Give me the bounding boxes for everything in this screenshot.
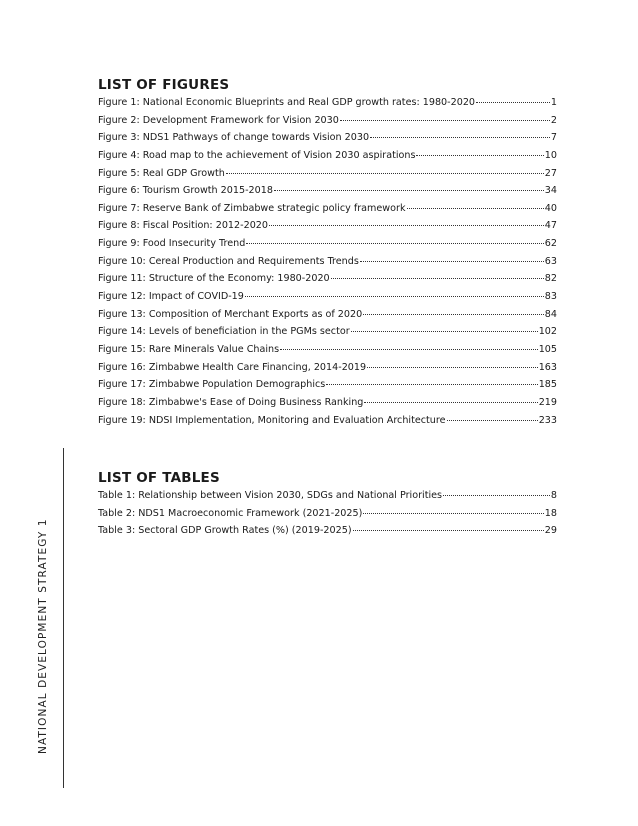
figure-toc-entry[interactable] [98,256,557,274]
toc-page-number[interactable]: 163 [538,361,557,373]
toc-page-number[interactable]: 29 [544,525,557,537]
toc-page-number[interactable]: 82 [544,273,557,285]
dot-leader [326,384,537,385]
toc-entry-label[interactable]: Figure 8: Fiscal Position: 2012-2020 [98,220,269,232]
figure-toc-entry[interactable] [98,238,557,256]
dot-leader [363,513,543,514]
figure-toc-entry[interactable] [98,344,557,362]
toc-page-number[interactable]: 102 [538,326,557,338]
dot-leader [246,243,543,244]
toc-entry-label[interactable]: Figure 6: Tourism Growth 2015-2018 [98,185,273,197]
table-toc-entry[interactable] [98,508,557,526]
dot-leader [443,495,550,496]
toc-entry-label[interactable]: Figure 19: NDSI Implementation, Monitoring and Evaluation Architecture [98,414,446,426]
toc-entry-label[interactable]: Figure 1: National Economic Blueprints and Real GDP growth rates: 1980-2020 [98,97,476,108]
toc-page-number[interactable]: 27 [544,167,557,179]
toc-entry-label[interactable]: Table 2: NDS1 Macroeconomic Framework (2021-2025) [98,507,363,519]
toc-entry-label[interactable]: Figure 15: Rare Minerals Value Chains [98,343,280,355]
toc-entry-label[interactable]: Figure 14: Levels of beneficiation in the PGMs sector [98,326,350,338]
list-of-figures-heading: LIST OF FIGURES [98,77,230,93]
dot-leader [360,261,544,262]
figure-toc-entry[interactable] [98,115,557,133]
toc-entry-label[interactable]: Figure 12: Impact of COVID-19 [98,291,244,303]
toc-entry-label[interactable]: Figure 7: Reserve Bank of Zimbabwe strategic policy framework [98,202,406,214]
toc-page-number[interactable]: 62 [544,238,557,250]
figure-toc-entry[interactable] [98,309,557,327]
dot-leader [351,331,538,332]
dot-leader [353,530,544,531]
figure-toc-entry[interactable] [98,397,557,415]
toc-page-number[interactable]: 83 [544,291,557,303]
figure-toc-entry[interactable] [98,132,557,150]
toc-page-number[interactable]: 34 [544,185,557,197]
figure-toc-entry[interactable] [98,415,557,433]
figure-toc-entry[interactable] [98,291,557,309]
dot-leader [476,102,550,103]
toc-page-number[interactable]: 63 [544,255,557,267]
dot-leader [447,420,538,421]
toc-entry-label[interactable]: Figure 11: Structure of the Economy: 1980-2020 [98,273,330,285]
table-toc-entry[interactable] [98,525,557,543]
toc-entry-label[interactable]: Figure 10: Cereal Production and Requirements Trends [98,255,359,267]
toc-entry-label[interactable]: Figure 4: Road map to the achievement of Vision 2030 aspirations [98,149,416,161]
figure-toc-entry[interactable] [98,273,557,291]
figure-toc-entry[interactable] [98,220,557,238]
dot-leader [340,120,550,121]
figure-toc-entry[interactable] [98,168,557,186]
figure-toc-entry[interactable] [98,185,557,203]
sidebar-divider [63,448,64,788]
tables-toc-list [98,490,557,543]
dot-leader [245,296,544,297]
toc-page-number[interactable]: 84 [544,308,557,320]
toc-page-number[interactable]: 2 [550,114,557,126]
figure-toc-entry[interactable] [98,379,557,397]
toc-page-number[interactable]: 40 [544,202,557,214]
dot-leader [226,173,544,174]
dot-leader [363,314,544,315]
figure-toc-entry[interactable] [98,150,557,168]
list-of-tables-heading: LIST OF TABLES [98,470,220,486]
table-toc-entry[interactable] [98,490,557,508]
toc-entry-label[interactable]: Table 3: Sectoral GDP Growth Rates (%) (2019-2025) [98,525,352,537]
toc-entry-label[interactable]: Figure 18: Zimbabwe's Ease of Doing Business Ranking [98,396,364,408]
dot-leader [364,402,537,403]
figure-toc-entry[interactable] [98,97,557,115]
figure-toc-entry[interactable] [98,203,557,221]
sidebar-document-title: NATIONAL DEVELOPMENT STRATEGY 1 [37,518,49,754]
toc-entry-label[interactable]: Figure 2: Development Framework for Vision 2030 [98,114,339,126]
toc-page-number[interactable]: 18 [544,507,557,519]
toc-entry-label[interactable]: Figure 3: NDS1 Pathways of change towards Vision 2030 [98,132,370,144]
toc-entry-label[interactable]: Figure 5: Real GDP Growth [98,167,225,179]
toc-page-number[interactable]: 1 [550,97,557,108]
toc-page-number[interactable]: 8 [550,490,557,501]
figures-toc-list [98,97,557,432]
toc-entry-label[interactable]: Figure 9: Food Insecurity Trend [98,238,246,250]
dot-leader [367,367,538,368]
dot-leader [370,137,550,138]
toc-entry-label[interactable]: Figure 13: Composition of Merchant Exports as of 2020 [98,308,363,320]
dot-leader [280,349,538,350]
toc-page-number[interactable]: 185 [538,379,557,391]
toc-page-number[interactable]: 10 [544,149,557,161]
dot-leader [274,190,544,191]
toc-page-number[interactable]: 219 [538,396,557,408]
toc-entry-label[interactable]: Table 1: Relationship between Vision 2030, SDGs and National Priorities [98,490,443,501]
figure-toc-entry[interactable] [98,362,557,380]
dot-leader [416,155,543,156]
toc-entry-label[interactable]: Figure 16: Zimbabwe Health Care Financing, 2014-2019 [98,361,367,373]
toc-entry-label[interactable]: Figure 17: Zimbabwe Population Demographics [98,379,326,391]
dot-leader [331,278,544,279]
figure-toc-entry[interactable] [98,326,557,344]
dot-leader [269,225,544,226]
toc-page-number[interactable]: 47 [544,220,557,232]
toc-page-number[interactable]: 105 [538,343,557,355]
dot-leader [407,208,544,209]
toc-page-number[interactable]: 7 [550,132,557,144]
toc-page-number[interactable]: 233 [538,414,557,426]
